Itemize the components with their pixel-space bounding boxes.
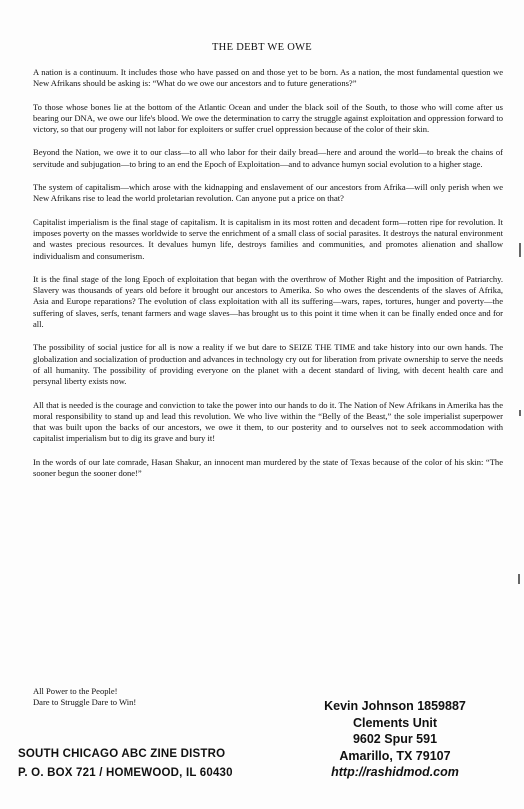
paragraph: The possibility of social justice for all is now a reality if we but dare to SEIZE THE TIME and take history into our own hands. The globalization and socialization of production and advances in technology cry out for liberation from private ownership to serve the needs of all humanity. The possibility of providing everyone on the planet with a decent standard of living, with decent health care and persynal liberty exists now.	[33, 342, 503, 387]
author-contact-block	[300, 698, 490, 781]
document-title: THE DEBT WE OWE	[211, 42, 313, 53]
scan-edge-mark	[519, 243, 521, 257]
closing-line: All Power to the People!	[33, 686, 118, 696]
author-unit: Clements Unit	[352, 715, 438, 730]
author-address: 9602 Spur 591	[352, 732, 438, 746]
paragraph: All that is needed is the courage and conviction to take the power into our hands to do it. The Nation of New Afrikans in Amerika has the moral responsibility to stand up and lead this revolution. We who live within the “Belly of the Beast,” the sole imperialist superpower that was built upon the backs of our ancestors, we owe it them, to our posterity and to ourselves not to seek accommodation with capitalist imperialism but to dig its grave and bury it!	[33, 399, 503, 444]
paragraph: To those whose bones lie at the bottom of the Atlantic Ocean and under the black soil of the South, to those who will come after us bearing our DNA, we owe our life's blood. We owe the determination to carry the struggle against exploitation and oppression forward to victory, so that our progeny will not labor for exploiters or suffer cruel oppression because of the color of their skin.	[33, 101, 503, 135]
author-city: Amarillo, TX 79107	[339, 748, 451, 763]
distro-stamp	[18, 745, 278, 783]
scan-edge-mark	[518, 574, 520, 584]
document-body	[33, 67, 503, 491]
paragraph: Capitalist imperialism is the final stage of capitalism. It is capitalism in its most rotten and decadent form—rotten ripe for revolution. It imposes poverty on the masses worldwide to serve the enrichment of a small class of social parasites. It destroys the natural environment and wastes precious resources. It devalues humyn life, destroys families and communities, and promotes alienation and shallow individualism and consumerism.	[33, 216, 503, 261]
paragraph: The system of capitalism—which arose with the kidnapping and enslavement of our ancestors from Afrika—will only perish when we New Afrikans rise to lead the world proletarian revolution. Can anyone put a price on that?	[33, 182, 503, 204]
distro-name: SOUTH CHICAGO ABC ZINE DISTRO	[18, 748, 226, 760]
paragraph: A nation is a continuum. It includes those who have passed on and those yet to be born. As a nation, the most fundamental question we New Afrikans should be asking is: “What do we owe our ancestors and to future generations?”	[33, 67, 503, 89]
paragraph: In the words of our late comrade, Hasan Shakur, an innocent man murdered by the state of Texas because of the color of his skin: “The sooner begun the sooner done!”	[33, 456, 503, 479]
paragraph: Beyond the Nation, we owe it to our class—to all who labor for their daily bread—here and around the world—to break the chains of servitude and subjugation—to bring to an end the Epoch of Exploitation—and to advance humyn social evolution to a higher stage.	[33, 147, 503, 169]
author-name: Kevin Johnson 1859887	[324, 699, 466, 713]
distro-address: P. O. BOX 721 / HOMEWOOD, IL 60430	[18, 767, 233, 779]
closing-line: Dare to Struggle Dare to Win!	[33, 697, 137, 708]
paragraph: It is the final stage of the long Epoch of exploitation that began with the overthrow of Mother Right and the imposition of Patriarchy. Slavery was thousands of years old before it brought our ancestors to Amerika. So who owes the descendents of the slaves of Afrika, Asia and Europe reparations? The evolution of class exploitation with all its suffering—wars, rapes, tortures, hunger and poverty—the suffering of slaves, serfs, tenant farmers and wage slaves—has brought us to this point it time when it can be finally ended once and for all.	[33, 273, 503, 330]
author-website-link[interactable]: http://rashidmod.com	[331, 765, 459, 779]
scan-edge-mark	[519, 410, 521, 416]
closing-slogans	[33, 686, 233, 709]
